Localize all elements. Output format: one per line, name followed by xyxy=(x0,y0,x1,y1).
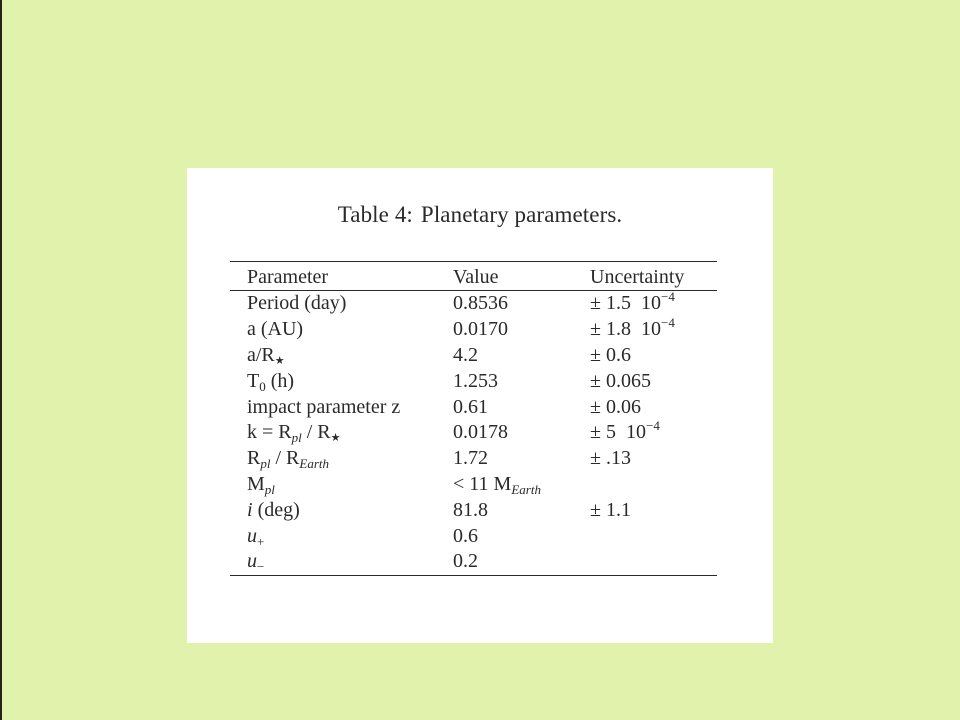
caption-label: Table 4: xyxy=(337,202,413,227)
param-name: i (deg) xyxy=(247,498,300,521)
param-uncertainty: ± 1.1 xyxy=(590,498,631,521)
table-row xyxy=(230,523,717,549)
header-uncertainty: Uncertainty xyxy=(590,266,685,288)
param-value: 81.8 xyxy=(453,498,488,521)
param-name: Period (day) xyxy=(247,292,347,315)
table-row xyxy=(230,291,717,317)
param-value: < 11 $M_{Earth}$ xyxy=(453,472,541,497)
table-row xyxy=(230,497,717,523)
param-uncertainty xyxy=(590,472,717,498)
param-value: 1.253 xyxy=(453,369,498,392)
param-value: 0.8536 xyxy=(453,292,508,315)
table-row xyxy=(230,317,717,343)
param-value: 0.2 xyxy=(453,550,478,573)
param-uncertainty xyxy=(590,523,717,549)
header-value: Value xyxy=(453,266,499,288)
param-name: impact parameter z xyxy=(247,395,401,418)
table-row xyxy=(230,472,717,498)
param-value: 1.72 xyxy=(453,447,488,470)
table-row xyxy=(230,446,717,472)
param-name: a/R★ xyxy=(247,343,285,367)
param-name: a (AU) xyxy=(247,318,304,341)
header-parameter: Parameter xyxy=(247,266,329,288)
table-row xyxy=(230,368,717,394)
param-uncertainty: ± 0.06 xyxy=(590,395,641,418)
table-row xyxy=(230,420,717,446)
param-name: $R_{pl} / R_{Earth}$ xyxy=(247,447,329,472)
param-name: $u_-$ xyxy=(247,550,265,575)
param-name: $u_+$ xyxy=(247,524,265,549)
star-symbol: ★ xyxy=(330,432,341,445)
param-uncertainty: ± 1.5 $10^{-4}$ xyxy=(590,289,675,315)
table-row xyxy=(230,394,717,420)
param-uncertainty: ± 0.065 xyxy=(590,369,651,392)
left-edge-line xyxy=(0,0,2,720)
planetary-parameters-table xyxy=(230,261,717,576)
table-row xyxy=(230,549,717,575)
table-header xyxy=(230,262,717,291)
param-uncertainty: ± 5 $10^{-4}$ xyxy=(590,418,660,444)
param-uncertainty: ± .13 xyxy=(590,447,631,470)
caption-title: Planetary parameters. xyxy=(420,202,623,227)
table-caption xyxy=(187,202,773,228)
param-value: 0.0178 xyxy=(453,421,508,444)
param-value: 0.0170 xyxy=(453,318,508,341)
param-name: $k = R_{pl}$ / R★ xyxy=(247,421,341,446)
param-uncertainty: ± 0.6 xyxy=(590,343,631,366)
param-name: $M_{pl}$ xyxy=(247,472,275,497)
table-card xyxy=(187,168,773,643)
param-value: 0.61 xyxy=(453,395,488,418)
param-value: 0.6 xyxy=(453,524,478,547)
param-name: $T_0$ (h) xyxy=(247,369,295,394)
star-symbol: ★ xyxy=(274,354,285,367)
param-uncertainty xyxy=(590,549,717,575)
param-value: 4.2 xyxy=(453,343,478,366)
table-body xyxy=(230,291,717,576)
table-row xyxy=(230,343,717,369)
param-uncertainty: ± 1.8 $10^{-4}$ xyxy=(590,315,675,341)
